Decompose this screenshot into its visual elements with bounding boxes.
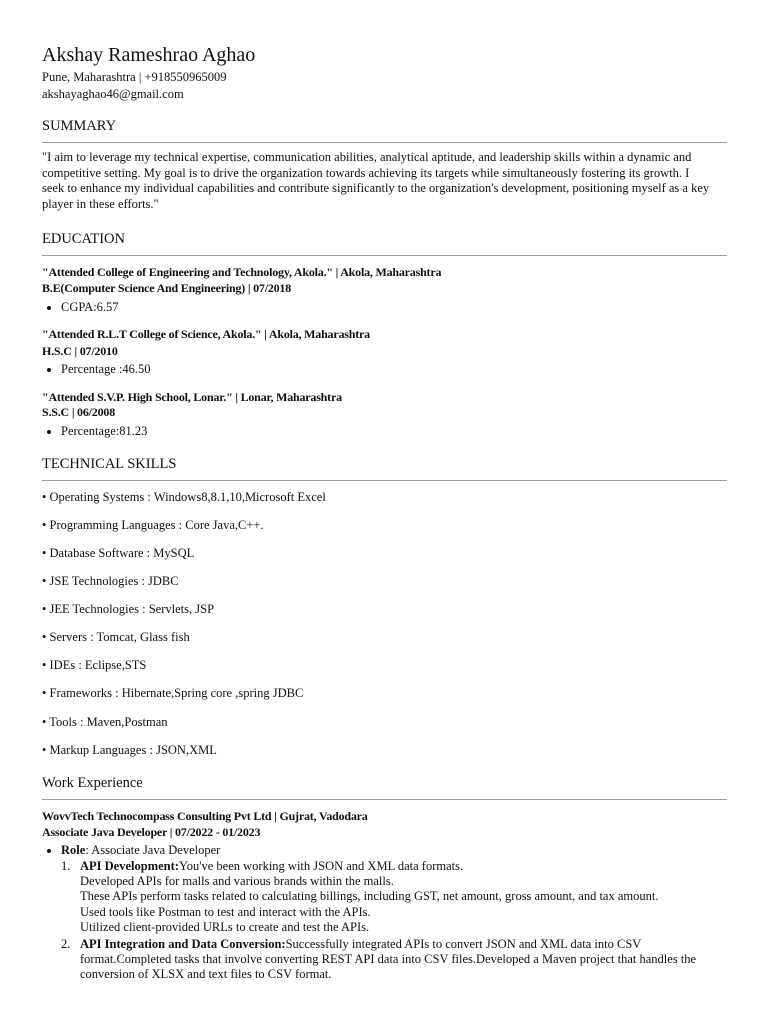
candidate-name: Akshay Rameshrao Aghao xyxy=(42,44,256,66)
skill-item: • Markup Languages : JSON,XML xyxy=(42,743,217,757)
work-item-heading: API Integration and Data Conversion: xyxy=(80,937,286,951)
education-institution: "Attended S.V.P. High School, Lonar." | Lonar, Maharashtra xyxy=(42,390,342,404)
education-detail-text: CGPA:6.57 xyxy=(61,300,119,314)
skill-item: • Frameworks : Hibernate,Spring core ,spring JDBC xyxy=(42,686,304,700)
skills-divider xyxy=(42,480,727,481)
summary-heading: SUMMARY xyxy=(42,118,117,134)
work-item-line: Used tools like Postman to test and interact with the APIs. xyxy=(80,904,371,919)
work-item-line: Utilized client-provided URLs to create and test the APIs. xyxy=(80,919,370,934)
education-degree: B.E(Computer Science And Engineering) | 07/2018 xyxy=(42,281,292,295)
work-item-line: Developed APIs for malls and various brands within the malls. xyxy=(80,874,394,889)
education-degree: H.S.C | 07/2010 xyxy=(42,344,118,358)
skill-item: • IDEs : Eclipse,STS xyxy=(42,658,147,672)
work-heading: Work Experience xyxy=(42,775,143,791)
skill-item: • Programming Languages : Core Java,C++. xyxy=(42,518,264,532)
contact-location-phone: Pune, Maharashtra | +918550965009 xyxy=(42,70,227,84)
role-value: : Associate Java Developer xyxy=(85,843,221,857)
education-divider xyxy=(42,255,727,256)
work-item-line: You've been working with JSON and XML data formats. xyxy=(178,859,464,873)
bullet-dot xyxy=(47,430,51,434)
education-detail-text: Percentage :46.50 xyxy=(61,362,151,376)
summary-divider xyxy=(42,142,727,143)
skills-heading: TECHNICAL SKILLS xyxy=(42,456,177,472)
skill-item: • Servers : Tomcat, Glass fish xyxy=(42,630,190,644)
work-item-line: These APIs perform tasks related to calculating billings, including GST, net amount, gross amount, and tax amount. xyxy=(80,889,659,904)
education-institution: "Attended R.L.T College of Science, Akola." | Akola, Maharashtra xyxy=(42,327,370,341)
work-item-text: Successfully integrated APIs to convert JSON and XML data into CSV format.Completed tasks that involve converting REST API data into CSV files.Developed a Maven project that handles the conversion of XLSX and text files to CSV format. xyxy=(80,937,697,982)
education-degree: S.S.C | 06/2008 xyxy=(42,405,115,419)
work-divider xyxy=(42,799,727,800)
contact-email: akshayaghao46@gmail.com xyxy=(42,87,184,101)
work-item-heading: API Development: xyxy=(80,859,179,873)
bullet-dot xyxy=(47,849,51,853)
skill-item: • JSE Technologies : JDBC xyxy=(42,574,179,588)
summary-text: "I aim to leverage my technical expertise, communication abilities, analytical aptitude, and leadership skills within a dynamic and competitive setting. My goal is to drive the organization towards achieving its targets while simultaneously fostering its growth. I seek to enhance my individual capabilities and contribute significantly to the organization's development, positioning myself as a key player in these efforts." xyxy=(42,150,710,211)
skill-item: • Operating Systems : Windows8,8.1,10,Microsoft Excel xyxy=(42,490,326,504)
bullet-dot xyxy=(47,368,51,372)
skill-item: • Database Software : MySQL xyxy=(42,546,195,560)
work-item xyxy=(80,859,728,935)
work-position: Associate Java Developer | 07/2022 - 01/2023 xyxy=(42,825,261,839)
work-item-number: 1. xyxy=(61,859,71,873)
education-institution: "Attended College of Engineering and Technology, Akola." | Akola, Maharashtra xyxy=(42,265,442,279)
education-detail-text: Percentage:81.23 xyxy=(61,424,148,438)
bullet-dot xyxy=(47,306,51,310)
education-heading: EDUCATION xyxy=(42,231,125,247)
role-label: Role xyxy=(61,843,86,857)
work-company: WovvTech Technocompass Consulting Pvt Ltd | Gujrat, Vadodara xyxy=(42,809,368,823)
skill-item: • Tools : Maven,Postman xyxy=(42,715,168,729)
work-item-number: 2. xyxy=(61,937,71,951)
skill-item: • JEE Technologies : Servlets, JSP xyxy=(42,602,215,616)
work-item xyxy=(80,937,728,983)
